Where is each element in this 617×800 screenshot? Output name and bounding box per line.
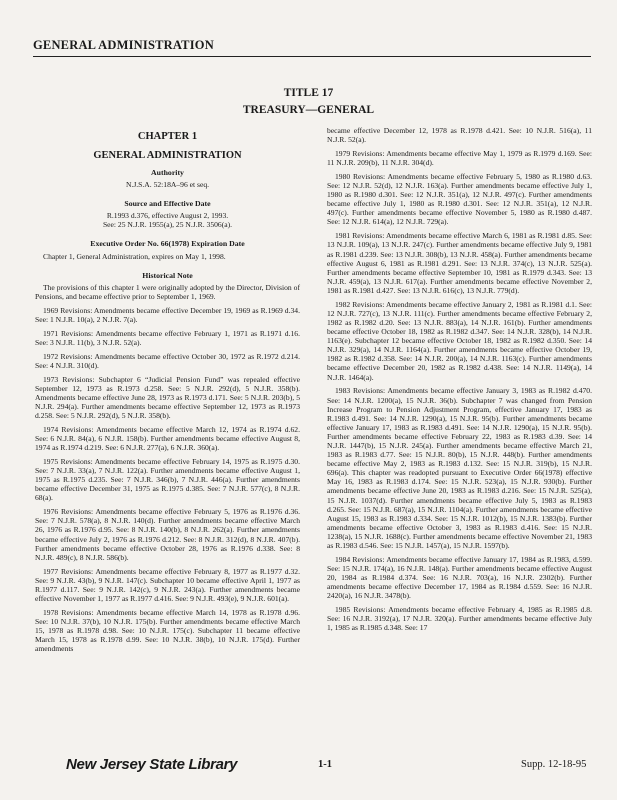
page-number: 1-1 bbox=[318, 759, 332, 770]
history-paragraph: 1982 Revisions: Amendments became effective January 2, 1981 as R.1981 d.1. See: 12 N.J.R. 727(c), 13 N.J.R. 111(c). Further amendments became effective February 2, 1982 as R.1982 d.20. See: 13 N.J.R. 883(a), 14 N.J.R. 161(b). Further amendments became effective October 18, 1982 as R.1982 d.347. See: 14 N.J.R. 328(b), 14 N.J.R. 1163(e). Subchapter 12 became effective October 18, 1982 as R.1982 d.350. See: 14 N.J.R. 329(a), 14 N.J.R. 1164(a). Further amendments became effective October 19, 1982 as R.1982 d.358. See: 14 N.J.R. 200(a), 14 N.J.R. 1163(c). Further amendments became effective December 20, 1982 as R.1982 d.438. See: 14 N.J.R. 1149(a), 14 N.J.R. 1464(a). bbox=[327, 299, 592, 382]
library-stamp: New Jersey State Library bbox=[66, 756, 238, 773]
history-paragraph: 1984 Revisions: Amendments became effective January 17, 1984 as R.1983, d.599. See: 15 N.J.R. 174(a), 16 N.J.R. 148(a). Further amendments became effective August 20, 1984 as R.1984 d.374. See: 16 N.J.R. 703(a), 16 N.J.R. 2302(b). Further amendments became effective December 17, 1984 as R.1984 d.559. See: 16 N.J.R. 2420(a), 16 N.J.R. 3478(b). bbox=[327, 554, 592, 601]
historical-note-heading: Historical Note bbox=[142, 270, 193, 280]
left-history-paragraphs bbox=[35, 306, 300, 654]
right-column bbox=[327, 126, 592, 637]
history-paragraph: 1980 Revisions: Amendments became effective February 5, 1980 as R.1980 d.63. See: 12 N.J.R. 52(d), 12 N.J.R. 163(a). Further amendments became effective July 1, 1980 as R.1980 d.301. See: 12 N.J.R. 351(a), 12 N.J.R. 497(c). Further amendments became effective July 1, 1980 as R.1980 d.301. See: 12 N.J.R. 351(a), 12 N.J.R. 497(c). Further amendments became effective November 5, 1980 as R.1980 d.487. See: 12 N.J.R. 614(a), 12 N.J.R. 729(a). bbox=[327, 171, 592, 227]
history-paragraph: became effective December 12, 1978 as R.1978 d.421. See: 10 N.J.R. 516(a), 11 N.J.R. 52(a). bbox=[327, 126, 592, 145]
history-paragraph: 1978 Revisions: Amendments became effective March 14, 1978 as R.1978 d.96. See: 10 N.J.R. 37(b), 10 N.J.R. 175(b). Further amendments became effective March 15, 1978 as R.1978 d.98. See: 10 N.J.R. 175(c). Subchapter 11 became effective March 15, 1978 as R.1978 d.99. See: 10 N.J.R. 38(b), 10 N.J.R. 175(d). Further amendments bbox=[35, 607, 300, 654]
history-paragraph: 1969 Revisions: Amendments became effective December 19, 1969 as R.1969 d.34. See: 1 N.J.R. 10(a), 2 N.J.R. 7(a). bbox=[35, 305, 300, 324]
history-paragraph: 1981 Revisions: Amendments became effective March 6, 1981 as R.1981 d.85. See: 13 N.J.R. 109(a), 13 N.J.R. 247(c). Further amendments became effective July 9, 1981 as R.1981 d.239. See: 13 N.J.R. 308(b), 13 N.J.R. 458(a). Further amendments became effective August 6, 1981 as R.1981 d.291. See: 13 N.J.R. 374(c), 13 N.J.R. 525(a). Further amendments became effective September 10, 1981 as R.1979 d.343. See: 13 N.J.R. 459(a), 13 N.J.R. 617(a). Further amendments became effective November 2, 1981 as R.1981 d.427. See: 13 N.J.R. 616(c), 13 N.J.R. 779(d). bbox=[327, 231, 592, 295]
expiration-heading: Executive Order No. 66(1978) Expiration Date bbox=[90, 239, 245, 249]
right-history-paragraphs bbox=[327, 126, 592, 632]
header-rule bbox=[33, 56, 591, 57]
history-paragraph: 1977 Revisions: Amendments became effective February 8, 1977 as R.1977 d.32. See: 9 N.J.R. 43(b), 9 N.J.R. 147(c). Subchapter 10 became effective April 1, 1977 as R.1977 d.117. See: 9 N.J.R. 142(c), 9 N.J.R. 243(a). Further amendments became effective November 1, 1977 as R.1977 d.416. See: 9 N.J.R. 493(e), 9 N.J.R. 601(a). bbox=[35, 566, 300, 603]
running-header: GENERAL ADMINISTRATION bbox=[33, 38, 214, 52]
history-paragraph: 1975 Revisions: Amendments became effective February 14, 1975 as R.1975 d.30. See: 7 N.J.R. 33(a), 7 N.J.R. 122(a). Further amendments became effective August 1, 1975 as R.1975 d.235. See: 7 N.J.R. 346(b), 7 N.J.R. 446(a). Further amendments became effective December 31, 1975 as R.1975 d.385. See: 7 N.J.R. 577(c), 8 N.J.R. 68(a). bbox=[35, 457, 300, 503]
history-paragraph: 1972 Revisions: Amendments became effective October 30, 1972 as R.1972 d.214. See: 4 N.J.R. 310(d). bbox=[35, 351, 300, 370]
left-column bbox=[35, 126, 300, 658]
authority-heading: Authority bbox=[151, 168, 184, 177]
supplement-date: Supp. 12-18-95 bbox=[521, 759, 587, 770]
source-text: R.1993 d.376, effective August 2, 1993. See: 25 N.J.R. 1955(a), 25 N.J.R. 3506(a). bbox=[102, 211, 233, 230]
history-paragraph: 1983 Revisions: Amendments became effective January 3, 1983 as R.1982 d.470. See: 14 N.J.R. 1200(a), 15 N.J.R. 36(b). Subchapter 7 was changed from Pension Increase Program to Pension Adjustment Program, effective January 17, 1983 as R.1983 d.491. See: 14 N.J.R. 1290(a), 15 N.J.R. 95(b). Further amendments became effective January 17, 1983 as R.1983 d.491. See: 14 N.J.R. 1290(a), 15 N.J.R. 95(b). Further amendments became effective February 22, 1983 as R.1983 d.39. See: 14 N.J.R. 1447(b), 15 N.J.R. 245(a). Further amendments became effective March 21, 1983 as R.1983 d.77. See: 15 N.J.R. 80(b), 15 N.J.R. 448(b). Further amendments became effective May 2, 1983 as R.1983 d.132. See: 15 N.J.R. 319(b), 15 N.J.R. 696(a). This chapter was readopted pursuant to Executive Order 66(1978) effective May 16, 1983 as R.1983 d.174. See: 15 N.J.R. 523(a), 15 N.J.R. 930(b). Further amendments became effective June 20, 1983 as R.1983 d.216. See: 15 N.J.R. 525(a), 15 N.J.R. 1037(d). Further amendments became effective July 5, 1983 as R.1983 d.265. See: 15 N.J.R. 687(a), 15 N.J.R. 1104(a). Further amendments became effective August 15, 1983 as R.1983 d.334. See: 15 N.J.R. 1012(b), 15 N.J.R. 1383(b). Further amendments became effective October 3, 1983 as R.1983 d.416. See: 15 N.J.R. 1238(a), 15 N.J.R. 1688(c). Further amendments became effective November 21, 1983 as R.1983 d.546. See: 15 N.J.R. 1457(a), 15 N.J.R. 1597(b). bbox=[327, 386, 592, 551]
chapter-name: GENERAL ADMINISTRATION bbox=[93, 150, 242, 161]
history-paragraph: 1971 Revisions: Amendments became effective February 1, 1971 as R.1971 d.16. See: 3 N.J.R. 11(b), 3 N.J.R. 52(a). bbox=[35, 328, 300, 347]
history-paragraph: 1976 Revisions: Amendments became effective February 5, 1976 as R.1976 d.36. See: 7 N.J.R. 578(a), 8 N.J.R. 140(d). Further amendments became effective March 26, 1976 as R.1976 d.95. See: 8 N.J.R. 140(b), 8 N.J.R. 262(a). Further amendments became effective July 2, 1976 as R.1976 d.212. See: 8 N.J.R. 312(d), 8 N.J.R. 407(b). Further amendments became effective October 28, 1976 as R.1976 d.338. See: 8 N.J.R. 489(c), 8 N.J.R. 586(b). bbox=[35, 507, 300, 562]
history-paragraph: 1973 Revisions: Subchapter 6 “Judicial Pension Fund” was repealed effective September 12, 1973 as R.1973 d.258. See: 5 N.J.R. 292(d), 5 N.J.R. 358(b). Amendments became effective June 28, 1973 as R.1973 d.171. See: 5 N.J.R. 203(b), 5 N.J.R. 294(a). Further amendments became effective September 12, 1973 as R.1973 d.258. See: 5 N.J.R. 292(d), 5 N.J.R. 358(b). bbox=[35, 374, 300, 421]
chapter-label: CHAPTER 1 bbox=[137, 131, 198, 142]
title-number: TITLE 17 bbox=[283, 87, 334, 99]
title-name: TREASURY—GENERAL bbox=[242, 104, 375, 116]
history-paragraph: 1974 Revisions: Amendments became effective March 12, 1974 as R.1974 d.62. See: 6 N.J.R. 84(a), 6 N.J.R. 158(b). Further amendments became effective August 8, 1974 as R.1974 d.219. See: 6 N.J.R. 277(a), 6 N.J.R. 360(a). bbox=[35, 424, 300, 453]
authority-text: N.J.S.A. 52:18A–96 et seq. bbox=[125, 180, 210, 190]
historical-intro: The provisions of this chapter 1 were originally adopted by the Director, Division of Pensions, and became effective prior to September 1, 1969. bbox=[35, 282, 300, 301]
source-heading: Source and Effective Date bbox=[124, 199, 211, 209]
history-paragraph: 1985 Revisions: Amendments became effective February 4, 1985 as R.1985 d.8. See: 16 N.J.R. 3192(a), 17 N.J.R. 320(a). Further amendments became effective July 1, 1985 as R.1985 d.348. See: 17 bbox=[327, 605, 592, 633]
history-paragraph: 1979 Revisions: Amendments became effective May 1, 1979 as R.1979 d.169. See: 11 N.J.R. 209(b), 11 N.J.R. 304(d). bbox=[327, 148, 592, 168]
expiration-text: Chapter 1, General Administration, expires on May 1, 1998. bbox=[43, 251, 226, 261]
